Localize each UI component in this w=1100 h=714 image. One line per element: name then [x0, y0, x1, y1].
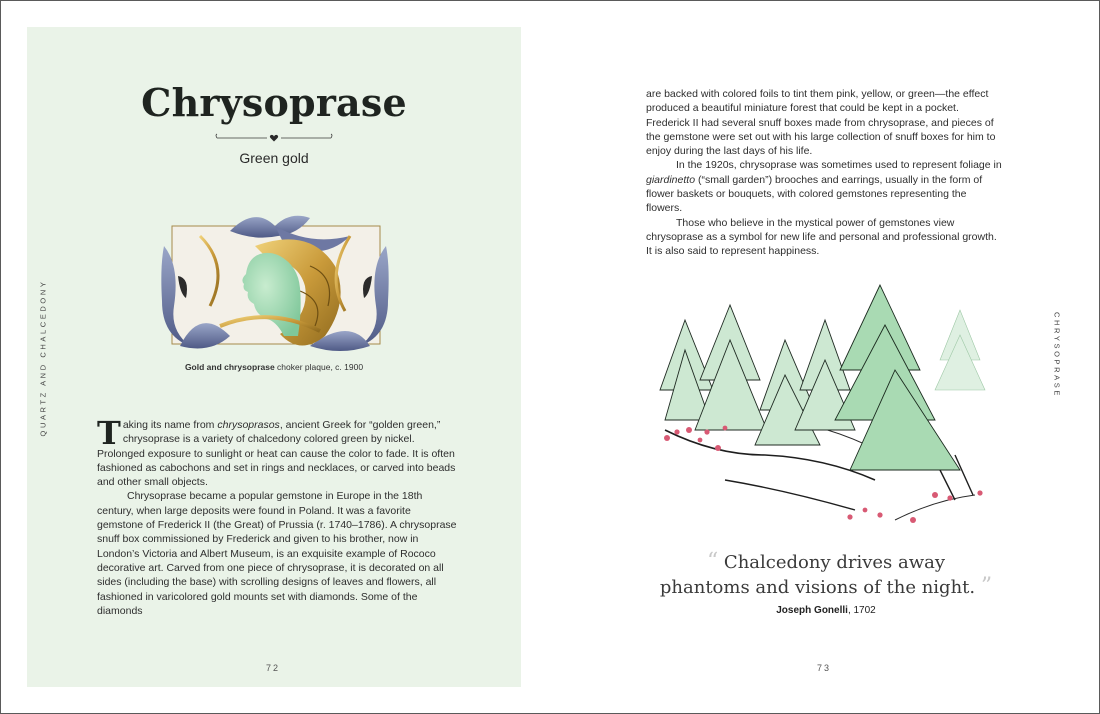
chapter-label-text: CHRYSOPRASE	[1052, 312, 1062, 398]
heart-divider-icon	[215, 133, 333, 143]
paragraph-2: Chrysoprase became a popular gemstone in Europe in the 18th century, when large deposits were found in Poland. It was a favorite gemstone of Frederick II (the Great) of Prussia (r. 1740–1786). A chrysoprase snuff box commissioned by Frederick and given to his brother, now in London’s Victoria and Albert Museum, is an exquisite example of Rococo decorative art. Carved from one piece of chrysoprase, it is decorated on all sides (including the base) with scrolling designs of leaves and flowers, all fashioned in varicolored gold mounts set with diamonds. Some of the diamonds	[97, 490, 457, 617]
close-quote-mark: ”	[980, 574, 993, 599]
author-year: , 1702	[847, 605, 876, 616]
caption-bold: Gold and chrysoprase	[184, 362, 275, 372]
section-label-text: QUARTZ AND CHALCEDONY	[38, 279, 48, 436]
p1-italic: chrysoprasos	[217, 419, 280, 431]
image-caption	[27, 362, 521, 372]
right-body-text	[646, 87, 1004, 259]
author-name: Joseph Gonelli	[776, 605, 848, 616]
choker-plaque-illustration	[160, 206, 390, 356]
page-number-right: 73	[817, 663, 832, 673]
chapter-side-label	[1050, 300, 1064, 410]
page-title: Chrysoprase	[141, 80, 407, 125]
paragraph-3: are backed with colored foils to tint them pink, yellow, or green—the effect produced a beautiful miniature forest that could be kept in a pocket. Frederick II had several snuff boxes made from chrysoprase, and pieces of the gemstone were set out with his large collection of snuff boxes for him to enjoy during the last days of his life.	[646, 88, 996, 158]
paragraph-1	[97, 414, 457, 489]
pull-quote	[646, 550, 1006, 600]
caption-text: choker plaque, c. 1900	[274, 362, 364, 372]
quote-line-1: Chalcedony drives away	[723, 552, 946, 573]
paragraph-5: Those who believe in the mystical power of gemstones view chrysoprase as a symbol for new life and personal and professional growth. It is also said to represent happiness.	[646, 216, 997, 258]
page-subtitle: Green gold	[239, 150, 309, 166]
section-side-label	[36, 265, 50, 450]
drop-cap: T	[97, 414, 121, 452]
page-number-left: 72	[266, 663, 281, 673]
open-quote-mark: “	[706, 549, 719, 574]
quote-line-2: phantoms and visions of the night.	[659, 577, 976, 598]
p1-part-a: aking its name from	[122, 419, 218, 431]
p4-italic: giardinetto	[646, 173, 696, 186]
p1-part-b: , ancient Greek for “golden green,” chrysoprase is a variety of chalcedony colored green by nickel. Prolonged exposure to sunlight or heat can cause the color to fade. It is often fashioned as cabochons and set in rings and necklaces, or carved into beads and other small objects.	[97, 419, 456, 489]
quote-attribution	[646, 605, 1006, 616]
paragraph-4	[646, 158, 1004, 215]
p4-part-a: In the 1920s, chrysoprase was sometimes used to represent foliage in	[676, 159, 1002, 172]
p4-part-b: (“small garden”) brooches and earrings, usually in the form of flower baskets or bouquets, with colored gemstones representing the flowers.	[646, 173, 983, 215]
forest-illustration	[655, 280, 995, 530]
left-body-text	[97, 414, 457, 618]
